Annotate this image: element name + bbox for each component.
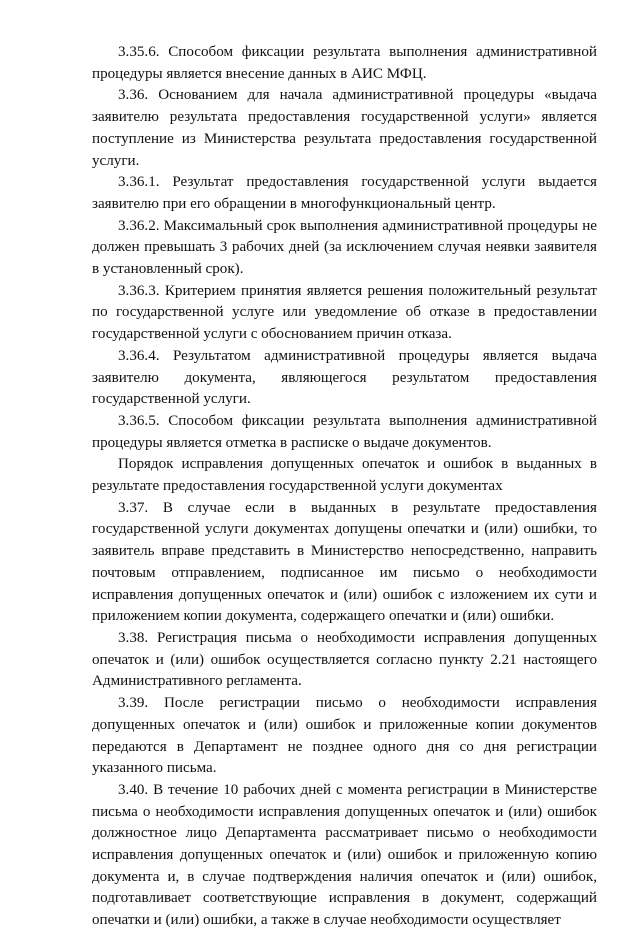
document-page	[92, 42, 597, 932]
paragraph-3-36-2: 3.36.2. Максимальный срок выполнения административной процедуры не должен превышать 3 рабочих дней (за исключением случая неявки заявителя в установленный срок).	[92, 217, 597, 278]
paragraph-3-36: 3.36. Основанием для начала административной процедуры «выдача заявителю результата предоставления государственной услуги» является поступление из Министерства результата предоставления государственной услуги.	[92, 87, 597, 169]
paragraph-3-36-3: 3.36.3. Критерием принятия является решения положительный результат по государственной услуге или уведомление об отказе в предоставлении государственной услуги с обоснованием причин отказа.	[92, 282, 597, 343]
paragraph-3-35-6: 3.35.6. Способом фиксации результата выполнения административной процедуры является внесение данных в АИС МФЦ.	[92, 44, 597, 82]
paragraph-3-36-1: 3.36.1. Результат предоставления государственной услуги выдается заявителю при его обращении в многофункциональный центр.	[92, 174, 597, 212]
paragraph-3-36-4: 3.36.4. Результатом административной процедуры является выдача заявителю документа, являющегося результатом предоставления государственной услуги.	[92, 347, 597, 408]
section-heading-corrections: Порядок исправления допущенных опечаток и ошибок в выданных в результате предоставления государственной услуги документах	[92, 456, 597, 495]
paragraph-3-36-5: 3.36.5. Способом фиксации результата выполнения административной процедуры является отметка в расписке о выдаче документов.	[92, 412, 597, 451]
paragraph-3-39: 3.39. После регистрации письмо о необходимости исправления допущенных опечаток и (или) ошибок и приложенные копии документов передаются в Департамент не позднее одного дня со дня регистрации указанного письма.	[92, 695, 597, 777]
paragraph-3-38: 3.38. Регистрация письма о необходимости исправления допущенных опечаток и (или) ошибок осуществляется согласно пункту 2.21 настоящего Административного регламента.	[92, 629, 597, 690]
paragraph-3-37: 3.37. В случае если в выданных в результате предоставления государственной услуги документах допущены опечатки и (или) ошибки, то заявитель вправе представить в Министерство непосредственно, направить почтовым отправлением, подписанное им письмо о необходимости исправления допущенных опечаток и (или) ошибок с изложением их сути и приложением копии документа, содержащего опечатки и (или) ошибки.	[92, 499, 597, 625]
paragraph-3-40: 3.40. В течение 10 рабочих дней с момента регистрации в Министерстве письма о необходимости исправления допущенных опечаток и (или) ошибок должностное лицо Департамента рассматривает письмо о необходимости исправления допущенных опечаток и (или) ошибок и приложенную копию документа и, в случае подтверждения наличия опечаток и (или) ошибок, подготавливает соответствующие исправления в документ, содержащий опечатки и (или) ошибки, а также в случае необходимости осуществляет	[92, 781, 597, 929]
